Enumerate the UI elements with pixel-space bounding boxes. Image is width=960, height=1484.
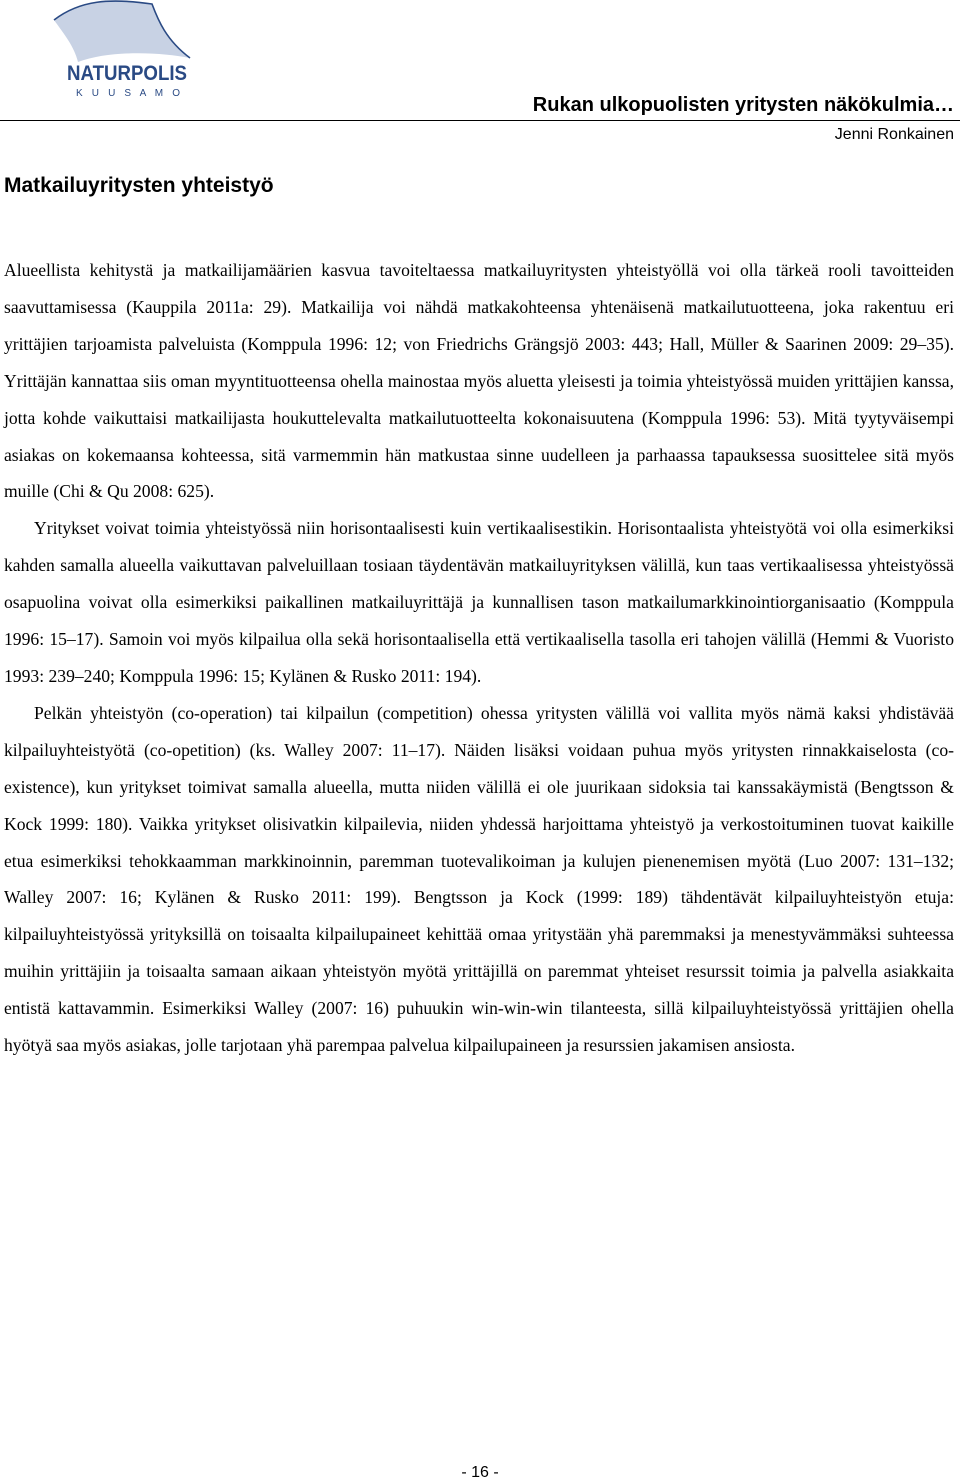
header-divider: [0, 120, 960, 121]
naturpolis-logo-graphic: [40, 0, 200, 110]
page-number: - 16 -: [461, 1464, 499, 1481]
paragraph-3: Pelkän yhteistyön (co-operation) tai kilpailun (competition) ohessa yritysten välillä voi vallita myös nämä kaksi yhdistävää kilpailuyhteistyötä (co-opetition) (ks. Walley 2007: 11–17). Näiden lisäksi voidaan puhua myös yritysten rinnakkaiselosta (co-existence), kun yritykset toimivat samalla alueella, mutta niiden välillä ei ole juurikaan sidoksia tai kanssakäymistä (Bengtsson & Kock 1999: 180). Vaikka yritykset olisivatkin kilpailevia, niiden yhdessä harjoittama yhteistyö ja verkostoituminen tuovat kaikille etua esimerkiksi tehokkaamman markkinoinnin, paremman tuotevalikoiman ja kulujen pienenemisen myötä (Luo 2007: 131–132; Walley 2007: 16; Kylänen & Rusko 2011: 199). Bengtsson ja Kock (1999: 189) tähdentävät kilpailuyhteistyön etuja: kilpailuyhteistyössä yrityksillä on toisaalta kilpailupaineet kehittää omaa yritystään yhä paremmaksi ja menestyvämmäksi suhteessa muihin yrittäjiin ja toisaalta samaan aikaan yhteistyön myötä yrittäjillä on paremmat yhteiset resurssit toimia ja palvella asiakkaita entistä kattavammin. Esimerkiksi Walley (2007: 16) puhuukin win-win-win tilanteesta, sillä kilpailuyhteistyössä yrittäjien ohella hyötyä saa myös asiakas, jolle tarjotaan yhä parempaa palvelua kilpailupaineen ja resurssien jakamisen ansiosta.: [4, 702, 954, 1056]
document-author: Jenni Ronkainen: [834, 126, 954, 143]
body-text: [4, 252, 954, 1064]
paragraph-2: Yritykset voivat toimia yhteistyössä niin horisontaalisesti kuin vertikaalisestikin. Horisontaalista yhteistyötä voi olla esimerkiksi kahden samalla alueella vaikuttavan palveluillaan tosiaan täydentävän matkailuyrityksen välillä, kun taas vertikaalisessa yhteistyössä osapuolina voivat olla esimerkiksi paikallinen matkailuyrittäjä ja kunnallisen tason matkailumarkkinointiorganisaatio (Komppula 1996: 15–17). Samoin voi myös kilpailua olla sekä horisontaalisella että vertikaalisella tasolla eri tahojen välillä (Hemmi & Vuoristo 1993: 239–240; Komppula 1996: 15; Kylänen & Rusko 2011: 194).: [4, 518, 954, 686]
logo-name-text: NATURPOLIS: [67, 62, 187, 85]
paragraph-1: Alueellista kehitystä ja matkailijamäärien kasvua tavoiteltaessa matkailuyritysten yhteistyöllä voi olla tärkeä rooli tavoitteiden saavuttamisessa (Kauppila 2011a: 29). Matkailija voi nähdä matkakohteensa yhtenäisenä matkailutuotteena, joka rakentuu eri yrittäjien tarjoamista palveluista (Komppula 1996: 12; von Friedrichs Grängsjö 2003: 443; Hall, Müller & Saarinen 2009: 29–35). Yrittäjän kannattaa siis oman myyntituotteensa ohella mainostaa myös aluetta yleisesti ja toimia yhteistyössä muiden yrittäjien kanssa, jotta kohde vaikuttaisi matkailijasta houkuttelevalta matkailutuotteelta kokonaisuutena (Komppula 1996: 53). Mitä tyytyväisempi asiakas on kokemaansa kohteessa, sitä varmemmin hän matkustaa sinne uudelleen ja parhaassa tapauksessa suosittelee sitä myös muille (Chi & Qu 2008: 625).: [4, 260, 954, 502]
logo-subtitle-text: K U U S A M O: [76, 88, 180, 99]
naturpolis-logo: [40, 0, 200, 110]
section-heading: Matkailuyritysten yhteistyö: [4, 174, 274, 197]
document-header-title: Rukan ulkopuolisten yritysten näkökulmia…: [532, 94, 954, 116]
logo-swoosh-shape: [54, 1, 190, 62]
